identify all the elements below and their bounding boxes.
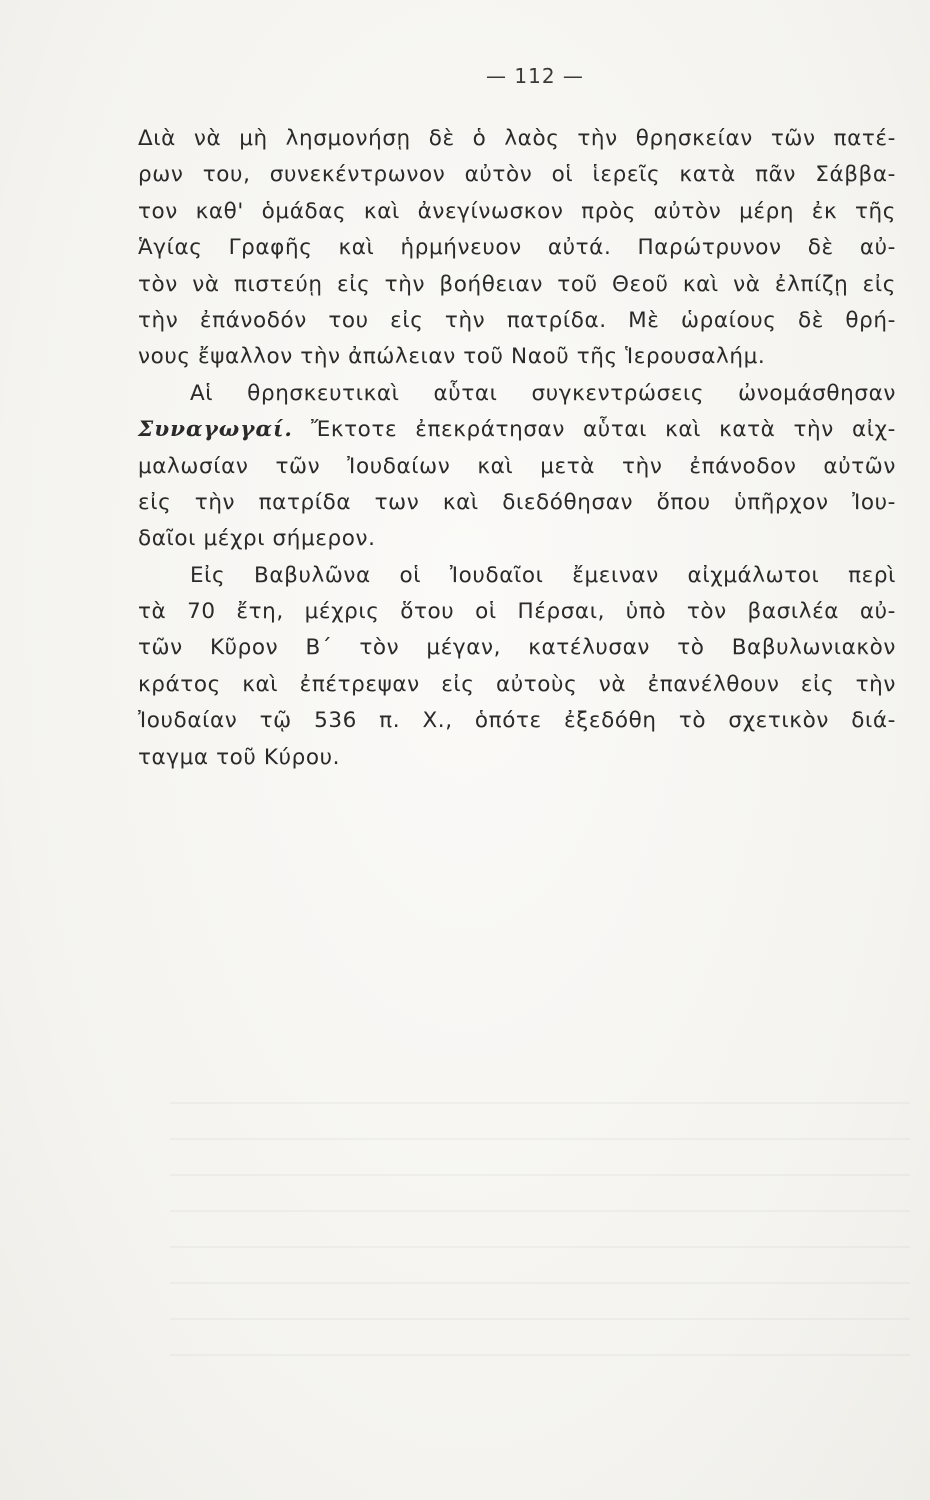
text-line: ρων του, συνεκέντρωνον αὐτὸν οἱ ἱερεῖς κατὰ πᾶν Σάββα- [138,162,896,188]
text-line: εἰς τὴν πατρίδα των καὶ διεδόθησαν ὅπου ὑπῆρχον Ἰου- [138,489,896,515]
text-line: Εἰς Βαβυλῶνα οἱ Ἰουδαῖοι ἔμειναν αἰχμάλωτοι περὶ [190,562,896,588]
body-text [138,121,896,776]
text-line: τὸν νὰ πιστεύῃ εἰς τὴν βοήθειαν τοῦ Θεοῦ καὶ νὰ ἐλπίζῃ εἰς [138,271,896,297]
text-line [138,412,896,448]
page-number: — 112 — [486,64,584,88]
text-line: τον καθ' ὁμάδας καὶ ἀνεγίνωσκον πρὸς αὐτὸν μέρη ἐκ τῆς [138,198,896,224]
bleed-through-texture [170,1080,910,1380]
text-line: Διὰ νὰ μὴ λησμονήσῃ δὲ ὁ λαὸς τὴν θρησκείαν τῶν πατέ- [138,126,896,151]
text-line: τῶν Κῦρον Β΄ τὸν μέγαν, κατέλυσαν τὸ Βαβυλωνιακὸν [138,635,896,661]
emphasized-term: Συναγωγαί. [138,417,293,443]
text-line: Ἁγίας Γραφῆς καὶ ἡρμήνευον αὐτά. Παρώτρυνον δὲ αὐ- [138,235,896,261]
text-line: Ἰουδαίαν τῷ 536 π. Χ., ὁπότε ἐξεδόθη τὸ σχετικὸν διά- [138,708,896,734]
text-line: κράτος καὶ ἐπέτρεψαν εἰς αὐτοὺς νὰ ἐπανέλθουν εἰς τὴν [138,671,896,697]
text-line: τὰ 70 ἔτη, μέχρις ὅτου οἱ Πέρσαι, ὑπὸ τὸν βασιλέα αὐ- [138,599,896,625]
text-line-continuation: Ἔκτοτε ἐπεκράτησαν αὗται καὶ κατὰ τὴν αἰχ- [310,417,896,443]
text-line: ταγμα τοῦ Κύρου. [138,744,341,770]
text-line: μαλωσίαν τῶν Ἰουδαίων καὶ μετὰ τὴν ἐπάνοδον αὐτῶν [138,453,896,479]
text-line: νους ἔψαλλον τὴν ἀπώλειαν τοῦ Ναοῦ τῆς Ἱερουσαλήμ. [138,344,766,370]
text-line: τὴν ἐπάνοδόν του εἰς τὴν πατρίδα. Μὲ ὡραίους δὲ θρή- [138,307,896,333]
text-line: Αἱ θρησκευτικαὶ αὗται συγκεντρώσεις ὠνομάσθησαν [190,380,896,406]
text-line: δαῖοι μέχρι σήμερον. [138,526,376,552]
